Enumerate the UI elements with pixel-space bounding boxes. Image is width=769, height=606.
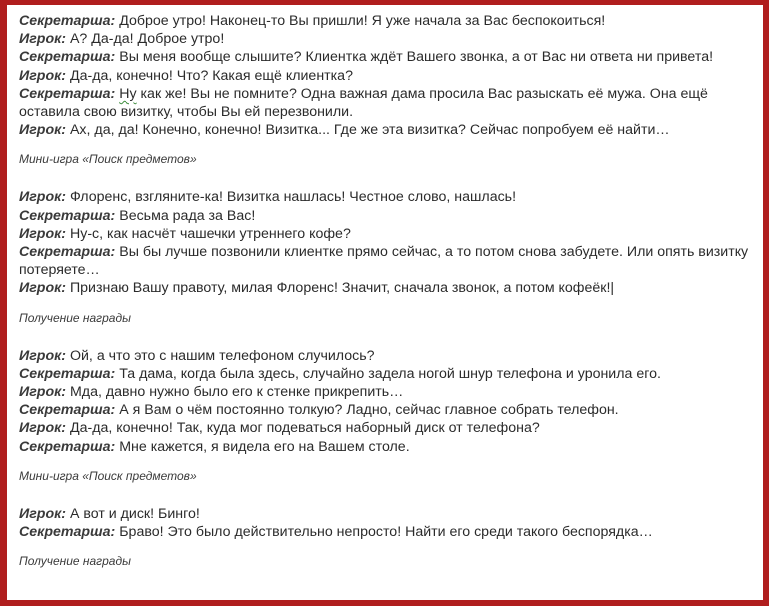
speaker-label: Секретарша: (19, 207, 116, 224)
dialogue-line (19, 279, 759, 297)
dialogue-text: Весьма рада за Вас! (115, 207, 256, 224)
dialogue-text: Та дама, когда была здесь, случайно задела ногой шнур телефона и уронила его. (115, 365, 661, 382)
dialogue-text: Доброе утро! Наконец-то Вы пришли! Я уже начала за Вас беспокоиться! (115, 13, 606, 29)
speaker-label: Игрок: (19, 189, 67, 206)
speaker-label: Игрок: (19, 347, 67, 364)
speaker-label: Секретарша: (19, 85, 116, 102)
stage-note: Получение награды (19, 310, 131, 325)
dialogue-line (19, 523, 759, 541)
dialogue-text: Вы бы лучше позвонили клиентке прямо сейчас, а то потом снова забудете. Или опять визитку потеряете… (19, 244, 749, 279)
speaker-label: Секретарша: (19, 13, 116, 29)
dialogue-text: Флоренс, взгляните-ка! Визитка нашлась! Честное слово, нашлась! (66, 189, 517, 206)
speaker-label: Игрок: (19, 280, 67, 297)
dialogue-line (19, 48, 759, 66)
dialogue-line (19, 121, 759, 139)
dialogue-line (19, 401, 759, 419)
dialogue-text: Ах, да, да! Конечно, конечно! Визитка... Где же эта визитка? Сейчас попробуем её найти… (66, 122, 670, 139)
stage-note: Мини-игра «Поиск предметов» (19, 152, 197, 167)
dialogue-text: Вы меня вообще слышите? Клиентка ждёт Вашего звонка, а от Вас ни ответа ни привета! (115, 49, 714, 66)
dialogue-text: Признаю Вашу правоту, милая Флоренс! Значит, сначала звонок, а потом кофеёк!| (66, 280, 615, 297)
dialogue-text: как же! Вы не помните? Одна важная дама просила Вас разыскать её мужа. Она ещё оставила свою визитку, чтобы Вы ей перезвонили. (19, 85, 708, 121)
dialogue-line (19, 347, 759, 365)
dialogue-text: А я Вам о чём постоянно толкую? Ладно, сейчас главное собрать телефон. (115, 402, 619, 419)
speaker-label: Игрок: (19, 67, 67, 84)
dialogue-text: Да-да, конечно! Так, куда мог подеваться наборный диск от телефона? (66, 420, 540, 437)
stage-note: Мини-игра «Поиск предметов» (19, 468, 197, 483)
speaker-label: Секретарша: (19, 438, 116, 455)
dialogue-line (19, 225, 759, 243)
dialogue-script (19, 12, 759, 590)
dialogue-line (19, 12, 759, 30)
spellcheck-marked-word: Ну (119, 85, 137, 102)
stage-note: Получение награды (19, 554, 131, 569)
speaker-label: Игрок: (19, 420, 67, 437)
dialogue-line (19, 67, 759, 85)
dialogue-line (19, 383, 759, 401)
dialogue-text: Ой, а что это с нашим телефоном случилось? (66, 347, 375, 364)
dialogue-text: Да-да, конечно! Что? Какая ещё клиентка? (66, 67, 353, 84)
dialogue-line (19, 30, 759, 48)
dialogue-line (19, 85, 759, 121)
speaker-label: Секретарша: (19, 402, 116, 419)
dialogue-line (19, 207, 759, 225)
speaker-label: Игрок: (19, 225, 67, 242)
dialogue-text: Мне кажется, я видела его на Вашем столе. (115, 438, 410, 455)
dialogue-line (19, 505, 759, 523)
dialogue-line (19, 419, 759, 437)
dialogue-line (19, 365, 759, 383)
speaker-label: Секретарша: (19, 524, 116, 541)
speaker-label: Игрок: (19, 384, 67, 401)
dialogue-text: Ну-с, как насчёт чашечки утреннего кофе? (66, 225, 351, 242)
dialogue-text: Мда, давно нужно было его к стенке прикрепить… (66, 384, 404, 401)
speaker-label: Секретарша: (19, 365, 116, 382)
speaker-label: Игрок: (19, 122, 67, 139)
dialogue-line (19, 188, 759, 206)
speaker-label: Секретарша: (19, 244, 116, 261)
dialogue-text: Браво! Это было действительно непросто! Найти его среди такого беспорядка… (115, 524, 653, 541)
dialogue-line (19, 438, 759, 456)
dialogue-text: А вот и диск! Бинго! (66, 505, 200, 522)
speaker-label: Игрок: (19, 31, 67, 48)
dialogue-line (19, 243, 759, 279)
speaker-label: Игрок: (19, 505, 67, 522)
dialogue-text: А? Да-да! Доброе утро! (66, 31, 225, 48)
speaker-label: Секретарша: (19, 49, 116, 66)
